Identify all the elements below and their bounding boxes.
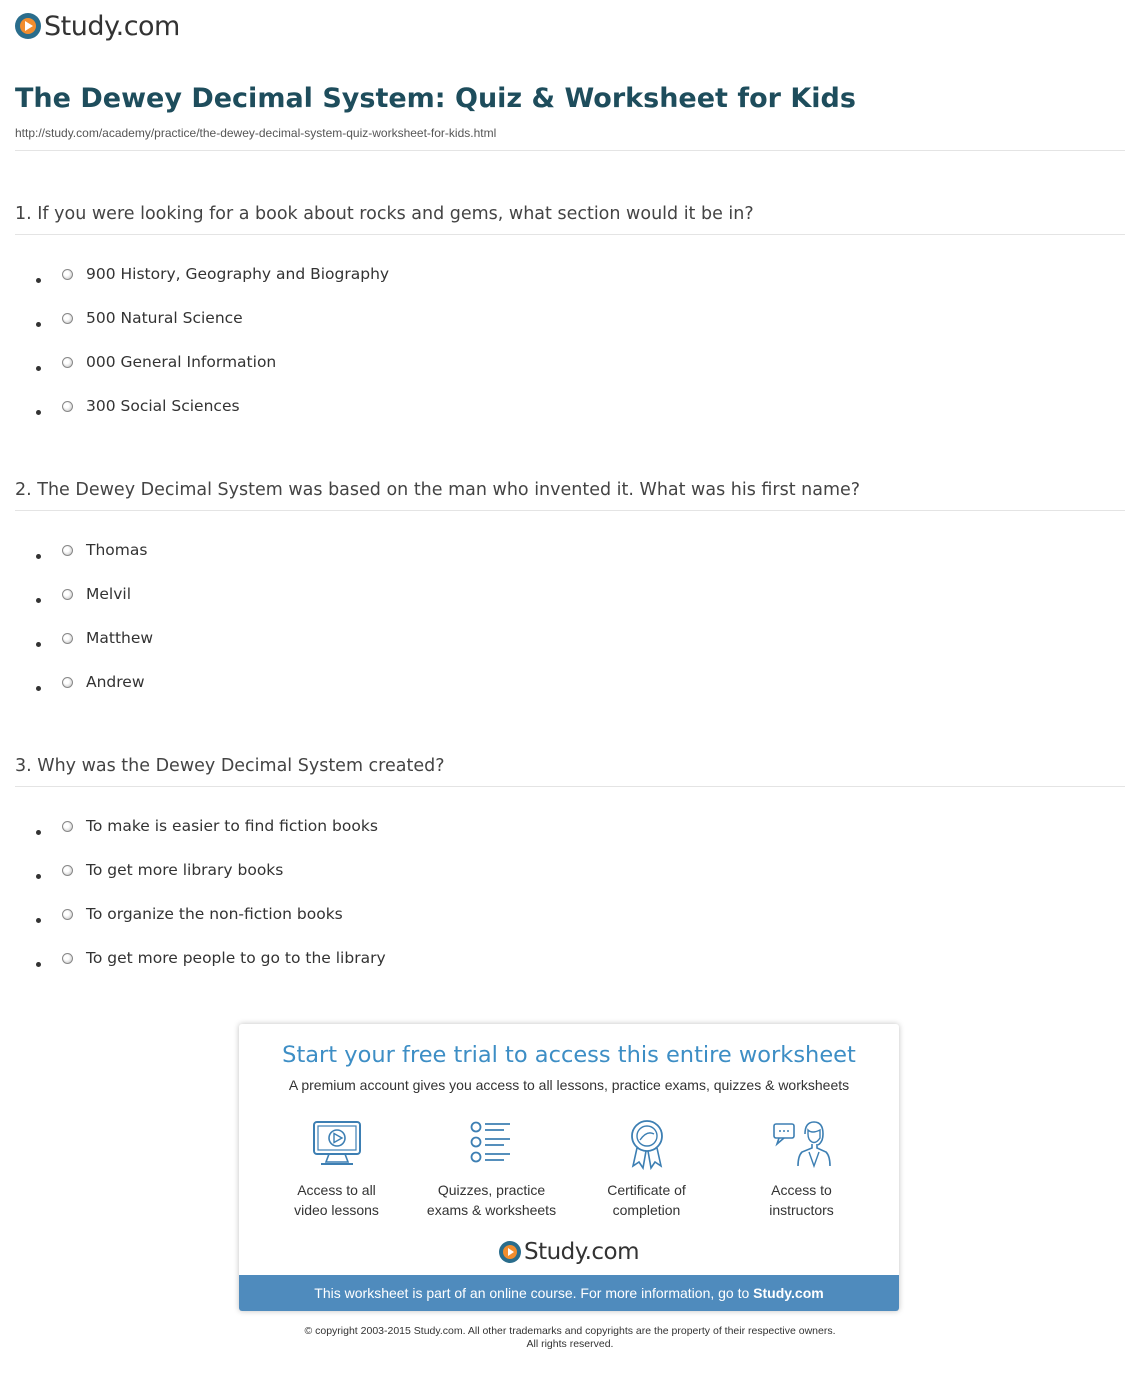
answer-option[interactable] bbox=[36, 817, 386, 864]
answer-option[interactable] bbox=[36, 265, 390, 312]
checklist-icon bbox=[466, 1118, 518, 1170]
question-2-divider bbox=[15, 510, 1125, 511]
answer-label: To make is easier to find fiction books bbox=[86, 817, 378, 835]
site-header bbox=[15, 8, 180, 44]
answer-label: 500 Natural Science bbox=[86, 309, 243, 327]
radio-button-icon[interactable] bbox=[62, 865, 73, 876]
promo-subheading: A premium account gives you access to all lessons, practice exams, quizzes & worksheets bbox=[288, 1077, 850, 1093]
bullet-icon bbox=[36, 962, 41, 967]
study-com-logo[interactable] bbox=[15, 11, 180, 42]
bullet-icon bbox=[36, 322, 41, 327]
radio-button-icon[interactable] bbox=[62, 633, 73, 644]
answer-option[interactable] bbox=[36, 949, 386, 996]
question-2-options bbox=[36, 541, 154, 720]
bullet-icon bbox=[36, 918, 41, 923]
logo-text: Study.com bbox=[44, 10, 180, 42]
question-1-options bbox=[36, 265, 390, 444]
promo-info-bar bbox=[239, 1275, 899, 1311]
bullet-icon bbox=[36, 598, 41, 603]
radio-button-icon[interactable] bbox=[62, 269, 73, 280]
bullet-icon bbox=[36, 874, 41, 879]
answer-label: To organize the non-fiction books bbox=[86, 905, 343, 923]
radio-button-icon[interactable] bbox=[62, 313, 73, 324]
radio-button-icon[interactable] bbox=[62, 677, 73, 688]
answer-option[interactable] bbox=[36, 673, 153, 720]
instructor-icon bbox=[772, 1118, 832, 1170]
feature-label: Certificate of completion bbox=[607, 1182, 686, 1218]
play-logo-icon bbox=[499, 1241, 521, 1263]
answer-option[interactable] bbox=[36, 629, 154, 676]
answer-label: To get more library books bbox=[86, 861, 284, 879]
page-title: The Dewey Decimal System: Quiz & Worksheet for Kids bbox=[15, 83, 856, 114]
question-3-options bbox=[36, 817, 386, 996]
answer-option[interactable] bbox=[36, 309, 389, 356]
answer-option[interactable] bbox=[36, 861, 386, 908]
answer-option[interactable] bbox=[36, 905, 386, 952]
logo-text: Study.com bbox=[523, 1239, 640, 1265]
promo-bar-text: This worksheet is part of an online course. For more information, go to bbox=[314, 1285, 750, 1301]
answer-label: Matthew bbox=[86, 629, 154, 647]
question-3-divider bbox=[15, 786, 1125, 787]
feature-label: Quizzes, practice exams & worksheets bbox=[426, 1182, 557, 1218]
question-1-divider bbox=[15, 234, 1125, 235]
copyright-footer bbox=[0, 1325, 1140, 1351]
answer-label: Thomas bbox=[86, 541, 148, 559]
title-divider bbox=[15, 150, 1125, 151]
radio-button-icon[interactable] bbox=[62, 821, 73, 832]
rights-line: All rights reserved. bbox=[526, 1338, 614, 1350]
bullet-icon bbox=[36, 278, 41, 283]
feature-certificate bbox=[569, 1118, 724, 1220]
answer-label: Andrew bbox=[86, 673, 145, 691]
promo-study-com-logo[interactable] bbox=[239, 1239, 899, 1265]
answer-label: 300 Social Sciences bbox=[86, 397, 240, 415]
bullet-icon bbox=[36, 830, 41, 835]
answer-label: 900 History, Geography and Biography bbox=[86, 265, 390, 283]
bullet-icon bbox=[36, 410, 41, 415]
copyright-line: © copyright 2003-2015 Study.com. All other trademarks and copyrights are the property of their respective owners. bbox=[304, 1325, 836, 1337]
certificate-icon bbox=[621, 1118, 673, 1170]
feature-video-lessons bbox=[259, 1118, 414, 1220]
page-url: http://study.com/academy/practice/the-dewey-decimal-system-quiz-worksheet-for-kids.html bbox=[15, 126, 497, 140]
bullet-icon bbox=[36, 366, 41, 371]
bullet-icon bbox=[36, 686, 41, 691]
answer-option[interactable] bbox=[36, 541, 153, 588]
answer-label: To get more people to go to the library bbox=[86, 949, 386, 967]
feature-instructors bbox=[724, 1118, 879, 1220]
bullet-icon bbox=[36, 554, 41, 559]
radio-button-icon[interactable] bbox=[62, 953, 73, 964]
promo-heading[interactable]: Start your free trial to access this entire worksheet bbox=[282, 1042, 856, 1068]
play-logo-icon bbox=[15, 13, 41, 39]
radio-button-icon[interactable] bbox=[62, 589, 73, 600]
study-com-link[interactable]: Study.com bbox=[753, 1285, 824, 1301]
answer-label: Melvil bbox=[86, 585, 132, 603]
answer-option[interactable] bbox=[36, 397, 389, 444]
radio-button-icon[interactable] bbox=[62, 401, 73, 412]
question-1: 1. If you were looking for a book about rocks and gems, what section would it be in? bbox=[15, 204, 754, 224]
bullet-icon bbox=[36, 642, 41, 647]
feature-list bbox=[259, 1118, 879, 1220]
answer-label: 000 General Information bbox=[86, 353, 277, 371]
video-lesson-icon bbox=[311, 1118, 363, 1170]
question-3: 3. Why was the Dewey Decimal System created? bbox=[15, 756, 445, 776]
answer-option[interactable] bbox=[36, 585, 153, 632]
radio-button-icon[interactable] bbox=[62, 357, 73, 368]
question-2: 2. The Dewey Decimal System was based on the man who invented it. What was his first name? bbox=[15, 480, 861, 500]
radio-button-icon[interactable] bbox=[62, 909, 73, 920]
answer-option[interactable] bbox=[36, 353, 389, 400]
free-trial-promo bbox=[239, 1024, 899, 1311]
feature-quizzes bbox=[414, 1118, 569, 1220]
feature-label: Access to instructors bbox=[769, 1182, 834, 1218]
radio-button-icon[interactable] bbox=[62, 545, 73, 556]
feature-label: Access to all video lessons bbox=[294, 1182, 379, 1218]
